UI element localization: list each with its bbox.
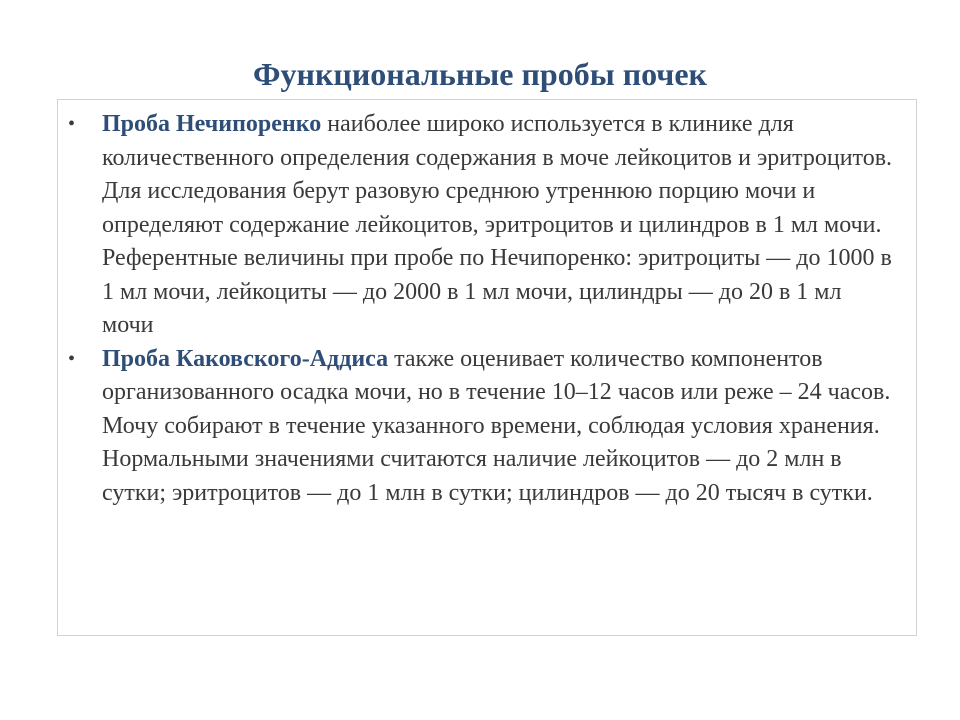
bullet-marker-icon: •	[68, 113, 76, 135]
bullet-item-nechiporenko	[58, 108, 918, 343]
bullet-marker-icon: •	[68, 347, 76, 370]
bullet-item-kakovsky-addis	[58, 343, 918, 511]
bullet-list	[58, 108, 918, 510]
bullet-text: наиболее широко используется в клинике для количественного определения содержания в моче лейкоцитов и эритроцитов. Для исследования берут разовую среднюю утреннюю порцию мочи и определяют содержание лейкоцитов, эритроцитов и цилиндров в 1 мл мочи. Референтные величины при пробе по Нечипоренко: эритроциты — до 1000 в 1 мл мочи, лейкоциты — до 2000 в 1 мл мочи, цилиндры — до 20 в 1 мл мочи	[102, 111, 893, 338]
bullet-term: Проба Нечипоренко	[102, 111, 322, 137]
bullet-text: также оценивает количество компонентов организованного осадка мочи, но в течение 10–12 часов или реже – 24 часов. Мочу собирают в течение указанного времени, соблюдая условия хранения. Нормальными значениями считаются наличие лейкоцитов — до 2 млн в сутки; эритроцитов — до 1 млн в сутки; цилиндров — до 20 тысяч в сутки.	[102, 345, 891, 506]
bullet-term: Проба Каковского-Аддиса	[102, 345, 389, 372]
content-box	[57, 99, 917, 636]
slide-title: Функциональные пробы почек	[253, 56, 707, 92]
